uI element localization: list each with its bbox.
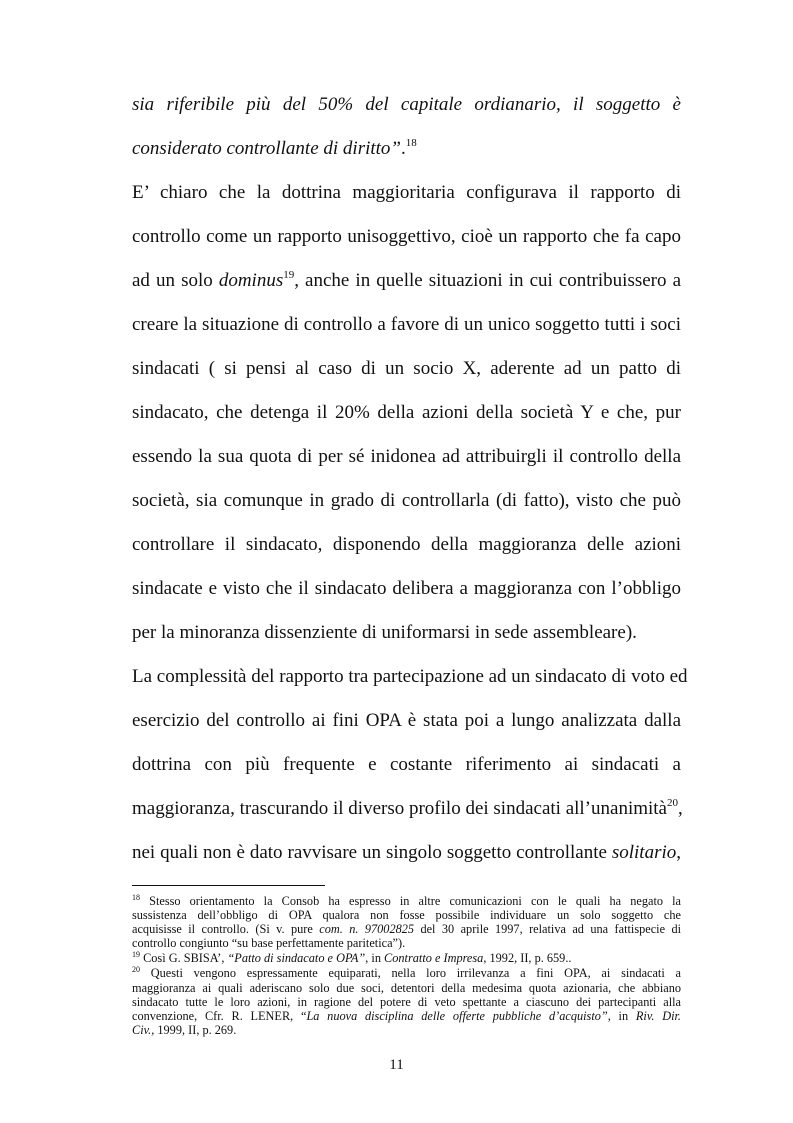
footnote-19: $^{19}$ Così G. SBISA’, “Patto di sindacato e OPA”, in Contratto e Impresa, 1992, II, p. 659.. <box>132 950 572 965</box>
footnote-18-line-2: sussistenza dell’obbligo di OPA qualora non fosse possibile individuare un solo soggetto che <box>132 908 681 922</box>
body-line-8: sindacato, che detenga il 20% della azioni della società Y e che, pur <box>132 402 681 423</box>
body-line-7: sindacati ( si pensi al caso di un socio X, aderente ad un patto di <box>132 358 681 379</box>
footnote-20-line-2: maggioranza ai quali aderiscano solo due soci, detentori della medesima quota azionaria, che abbiano <box>132 981 681 995</box>
body-line-18: nei quali non è dato ravvisare un singolo soggetto controllante solitario, <box>132 842 681 863</box>
body-line-10: società, sia comunque in grado di controllarla (di fatto), visto che può <box>132 490 681 511</box>
body-line-1: sia riferibile più del 50% del capitale ordianario, il soggetto è <box>132 94 681 115</box>
body-line-4: controllo come un rapporto unisoggettivo, cioè un rapporto che fa capo <box>132 226 681 247</box>
body-line-14: La complessità del rapporto tra partecipazione ad un sindacato di voto ed <box>132 666 688 687</box>
footnote-ref-18: 18 <box>405 137 417 149</box>
footnote-20-line-5: Civ., 1999, II, p. 269. <box>132 1023 237 1037</box>
body-line-5: ad un solo dominus$^{19}$, anche in quelle situazioni in cui contribuissero a <box>132 269 681 291</box>
footnote-number: 20 <box>132 965 140 974</box>
footnote-20-line-1: $^{20}$ Questi vengono espressamente equiparati, nella loro irrilevanza a fini OPA, ai sindacati a <box>132 965 681 980</box>
body-line-16: dottrina con più frequente e costante riferimento ai sindacati a <box>132 754 681 775</box>
footnote-18-line-1: $^{18}$ Stesso orientamento la Consob ha espresso in altre comunicazioni con le quali ha negato la <box>132 893 681 908</box>
body-line-15: esercizio del controllo ai fini OPA è stata poi a lungo analizzata dalla <box>132 710 681 731</box>
footnote-ref-20: 20 <box>667 797 678 809</box>
body-line-11: controllare il sindacato, disponendo della maggioranza delle azioni <box>132 534 681 555</box>
body-line-6: creare la situazione di controllo a favore di un unico soggetto tutti i soci <box>132 314 681 335</box>
footnote-18-line-3: acquisisse il controllo. (Si v. pure com. n. 97002825 del 30 aprile 1997, relativa ad una fattispecie di <box>132 922 682 936</box>
body-line-9: essendo la sua quota di per sé inidonea ad attribuirgli il controllo della <box>132 446 681 467</box>
body-line-12: sindacate e visto che il sindacato delibera a maggioranza con l’obbligo <box>132 578 681 599</box>
footnote-20-line-3: sindacato tutte le loro azioni, in ragione del potere di veto spettante a ciascuno dei partecipanti alla <box>132 995 681 1009</box>
footnote-20-line-4: convenzione, Cfr. R. LENER, “La nuova disciplina delle offerte pubbliche d’acquisto”, in Riv. Dir. <box>132 1009 681 1023</box>
body-line-2: considerato controllante di diritto”.$^{18}$ <box>132 137 417 159</box>
page-number: 11 <box>389 1057 404 1073</box>
footnote-18-line-4: controllo congiunto “su base perfettamente paritetica”). <box>132 936 406 950</box>
footnote-number: 19 <box>132 950 140 959</box>
footnote-ref-19: 19 <box>283 269 295 281</box>
body-line-3: E’ chiaro che la dottrina maggioritaria configurava il rapporto di <box>132 182 681 203</box>
body-line-17: maggioranza, trascurando il diverso profilo dei sindacati all’unanimità$^{20}$, <box>132 797 683 819</box>
footnote-number: 18 <box>132 893 140 902</box>
footnote-separator <box>132 885 325 886</box>
body-line-13: per la minoranza dissenziente di uniformarsi in sede assembleare). <box>132 622 637 643</box>
